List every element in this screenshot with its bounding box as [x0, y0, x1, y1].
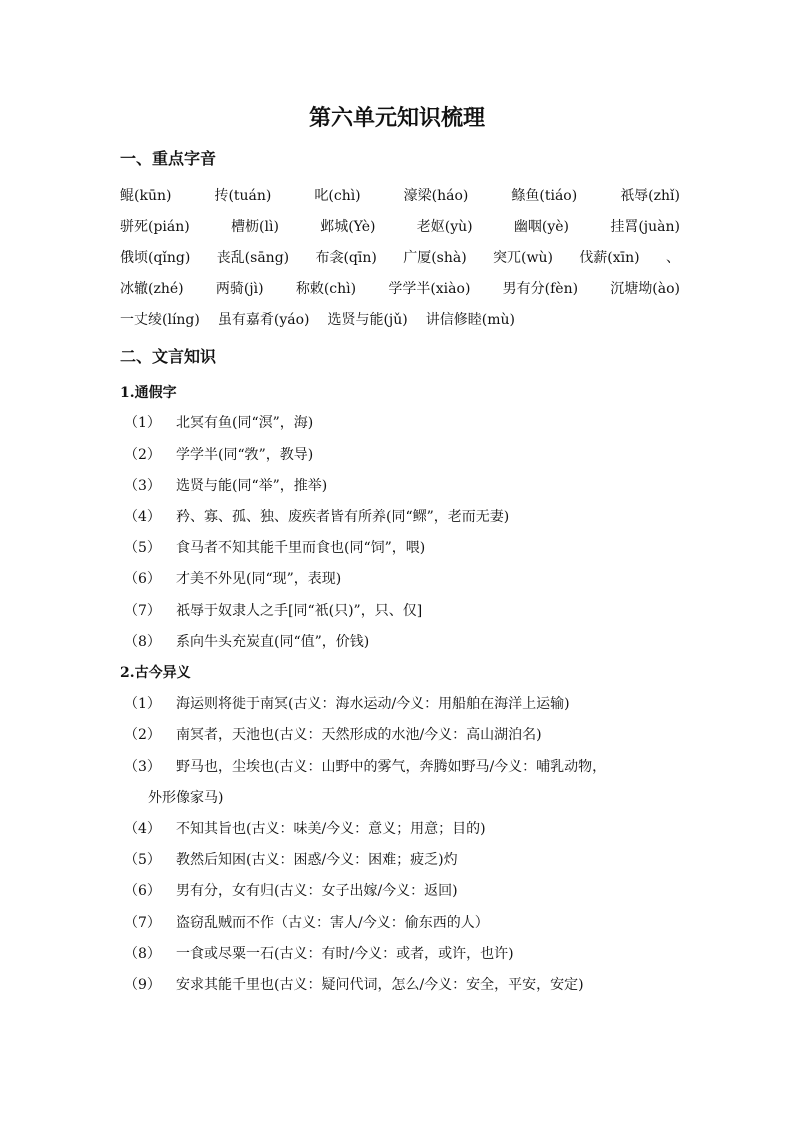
pronunciation-word: 邺城(Yè) [320, 219, 376, 235]
section-heading-pronunciation: 一、重点字音 [120, 149, 217, 168]
item-text: 海运则将徙于南冥(古义：海水运动/今义：用船舶在海洋上运输) [176, 696, 570, 712]
list-item [124, 538, 680, 558]
pronunciation-word: 濠梁(háo) [403, 188, 469, 204]
pronunciation-word: 讲信修睦(mù) [425, 312, 515, 328]
pronunciation-word: 老妪(yù) [416, 219, 473, 235]
pronunciation-word: 学学半(xiào) [388, 281, 471, 297]
list-item [124, 819, 680, 839]
item-number: （6） [124, 883, 161, 899]
list-item [124, 632, 680, 652]
pronunciation-line [120, 186, 680, 206]
item-number: （4） [124, 509, 161, 525]
pronunciation-word: 抟(tuán) [214, 188, 272, 204]
item-text: 系向牛头充炭直(同“值”，价钱) [176, 634, 370, 650]
pronunciation-word: 幽咽(yè) [513, 219, 570, 235]
subsection-heading-loan-characters: 1.通假字 [120, 385, 177, 401]
list-item [124, 694, 680, 714]
pronunciation-word: 骈死(pián) [120, 219, 190, 235]
list-item [124, 881, 680, 901]
pronunciation-line [120, 248, 680, 268]
item-number: （2） [124, 727, 161, 743]
pronunciation-word: 突兀(wù) [493, 250, 553, 266]
list-item [124, 413, 680, 433]
item-text: 才美不外见(同“现”，表现) [176, 571, 342, 587]
item-number: （8） [124, 946, 161, 962]
pronunciation-line [120, 217, 680, 237]
pronunciation-word: 丧乱(sāng) [216, 250, 290, 266]
item-text: 选贤与能(同“举”，推举) [176, 478, 328, 494]
item-number: （1） [124, 696, 161, 712]
item-number: （5） [124, 852, 161, 868]
item-number: （1） [124, 415, 161, 431]
pronunciation-word: 挂罥(juàn) [610, 219, 680, 235]
section-heading-classical: 二、文言知识 [120, 347, 217, 366]
list-item [124, 445, 680, 465]
item-number: （9） [124, 977, 161, 993]
item-number: （6） [124, 571, 161, 587]
list-item [124, 507, 680, 527]
item-text: 一食或尽粟一石(古义：有时/今义：或者，或许，也许) [176, 946, 514, 962]
item-number: （5） [124, 540, 161, 556]
item-text: 男有分，女有归(古义：女子出嫁/今义：返回) [176, 883, 458, 899]
list-item [124, 850, 680, 870]
pronunciation-word: 一丈绫(líng) [120, 312, 200, 328]
item-number: （4） [124, 821, 161, 837]
item-text: 食马者不知其能千里而食也(同“饲”，喂) [176, 540, 426, 556]
pronunciation-word: 伐薪(xīn) [579, 250, 640, 266]
item-text: 祇辱于奴隶人之手[同“衹(只)”，只、仅] [176, 603, 423, 619]
pronunciation-word: 两骑(jì) [215, 281, 264, 297]
pronunciation-word: 槽枥(lì) [231, 219, 279, 235]
item-text: 安求其能千里也(古义：疑问代词，怎么/今义：安全，平安，安定) [176, 977, 584, 993]
pronunciation-line [120, 310, 680, 330]
item-number: （7） [124, 915, 161, 931]
item-text-continuation: 外形像家马) [148, 790, 224, 806]
list-item [124, 913, 680, 933]
list-item [124, 757, 680, 777]
pronunciation-word: 广厦(shà) [403, 250, 467, 266]
item-text: 南冥者，天池也(古义：天然形成的水池/今义：高山湖泊名) [176, 727, 542, 743]
item-number: （7） [124, 603, 161, 619]
pronunciation-word: 沉塘坳(ào) [610, 281, 680, 297]
item-text: 北冥有鱼(同“溟”，海) [176, 415, 314, 431]
item-text: 矜、寡、孤、独、废疾者皆有所养(同“鳏”，老而无妻) [176, 509, 510, 525]
list-item [124, 601, 680, 621]
page-title: 第六单元知识梳理 [308, 105, 485, 131]
pronunciation-word: 叱(chì) [314, 188, 361, 204]
pronunciation-word: 俄顷(qǐng) [120, 250, 191, 266]
pronunciation-word: 布衾(qīn) [315, 250, 377, 266]
list-item [124, 975, 680, 995]
subsection-heading-ancient-modern: 2.古今异义 [120, 665, 191, 681]
pronunciation-line [120, 279, 680, 299]
pronunciation-word: 虽有嘉肴(yáo) [217, 312, 310, 328]
item-number: （2） [124, 447, 161, 463]
list-item [124, 476, 680, 496]
pronunciation-word: 鲲(kūn) [120, 188, 172, 204]
pronunciation-word: 男有分(fèn) [502, 281, 579, 297]
pronunciation-separator: 、 [665, 250, 680, 266]
item-text: 不知其旨也(古义：味美/今义：意义；用意；目的) [176, 821, 486, 837]
item-text: 教然后知困(古义：困惑/今义：困难；疲乏)灼 [176, 852, 458, 868]
item-number: （8） [124, 634, 161, 650]
pronunciation-word: 鲦鱼(tiáo) [511, 188, 578, 204]
item-number: （3） [124, 478, 161, 494]
item-number: （3） [124, 759, 161, 775]
list-item [124, 944, 680, 964]
list-item [124, 725, 680, 745]
item-text: 学学半(同“敩”，教导) [176, 447, 314, 463]
pronunciation-word: 称敕(chì) [295, 281, 357, 297]
pronunciation-word: 选贤与能(jǔ) [327, 312, 408, 328]
list-item [124, 569, 680, 589]
item-text: 盗窃乱贼而不作（古义：害人/今义：偷东西的人） [176, 915, 489, 931]
item-text: 野马也，尘埃也(古义：山野中的雾气，奔腾如野马/今义：哺乳动物， [176, 759, 607, 775]
pronunciation-word: 冰辙(zhé) [120, 281, 184, 297]
pronunciation-word: 祇辱(zhǐ) [620, 188, 680, 204]
